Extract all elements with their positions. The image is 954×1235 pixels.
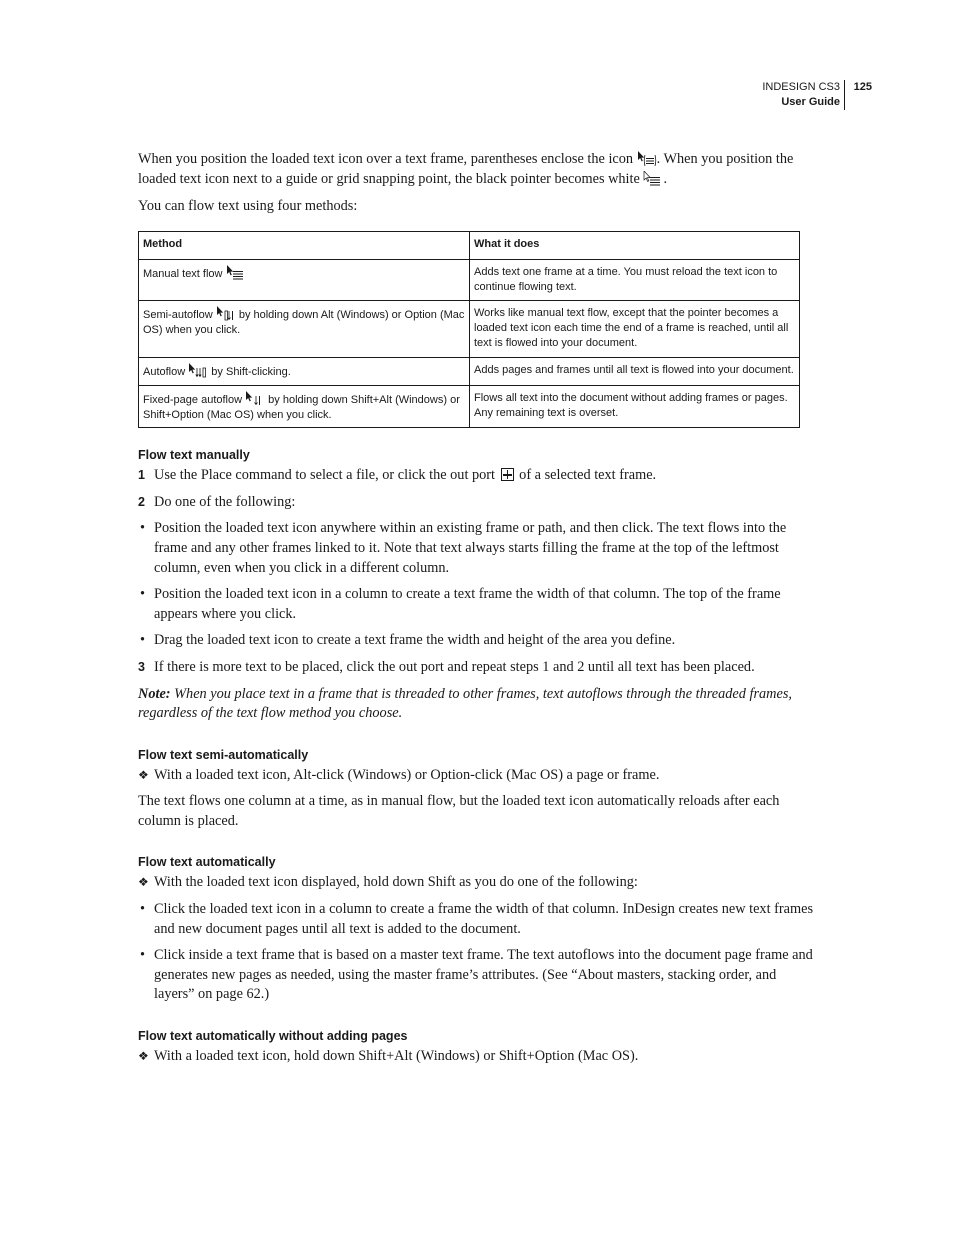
guide-name: User Guide [781,96,840,108]
method-label-rest: by holding down Shift+Alt (Windows) or Shift+Option (Mac OS) when you click. [143,393,460,421]
bullet-text: Position the loaded text icon in a column to create a text frame the width of that column. The top of the frame appears where you click. [154,586,781,622]
action-text: With a loaded text icon, Alt-click (Windows) or Option-click (Mac OS) a page or frame. [154,766,660,783]
text-flow-methods-table [138,231,800,428]
list-item [138,519,818,578]
table-row [139,301,800,358]
method-label-rest: by holding down Alt (Windows) or Option (Mac OS) when you click. [143,309,465,336]
intro-text-3: . [663,170,668,187]
column-header-method: Method [139,231,470,260]
step-number: 3 [138,659,145,674]
description-cell: Flows all text into the document without adding frames or pages. Any remaining text is overset. [470,385,800,427]
page-number: 125 [853,81,872,93]
step-text: Use the Place command to select a file, or click the out port [154,467,499,484]
bullet-glyph: • [140,520,146,537]
method-label: Manual text flow [143,268,226,281]
table-row [139,385,800,427]
loaded-text-parentheses-icon [637,151,657,166]
step-text: Do one of the following: [154,493,296,510]
method-cell [139,385,470,427]
list-item [138,585,818,624]
step-number: 2 [138,494,145,509]
step-3 [138,658,818,678]
table-row [139,260,800,301]
step-number: 1 [138,468,145,483]
diamond-bullet-icon: ❖ [138,1049,149,1064]
method-label: Fixed-page autoflow [143,393,246,406]
action-text: With a loaded text icon, hold down Shift+Alt (Windows) or Shift+Option (Mac OS). [154,1048,639,1065]
section-heading-fixed: Flow text automatically without adding pages [138,1029,408,1044]
action-item [138,766,818,786]
list-item [138,946,818,1005]
section-heading-auto: Flow text automatically [138,855,276,870]
product-name: INDESIGN CS3 [762,81,840,93]
diamond-bullet-icon: ❖ [138,875,149,890]
description-cell: Adds text one frame at a time. You must reload the text icon to continue flowing text. [470,260,800,301]
intro-paragraph [138,150,818,189]
column-header-what-it-does: What it does [470,231,800,260]
action-item [138,1047,818,1067]
action-text: With the loaded text icon displayed, hold down Shift as you do one of the following: [154,874,638,891]
section-heading-semi: Flow text semi-automatically [138,747,309,762]
diamond-bullet-icon: ❖ [138,767,149,782]
methods-intro: You can flow text using four methods: [138,198,358,215]
table-header-row [139,231,800,260]
method-label: Autoflow [143,366,189,379]
step-text: If there is more text to be placed, click the out port and repeat steps 1 and 2 until all text has been placed. [154,658,755,675]
method-label: Semi-autoflow [143,309,216,322]
table-row [139,358,800,386]
manual-flow-icon [226,265,246,280]
list-item [138,631,818,651]
method-cell [139,260,470,301]
intro-text-2: . When you position the loaded text icon next to a guide or grid snapping point, the black pointer becomes white [138,151,794,187]
loaded-text-white-icon [643,171,663,186]
bullet-glyph: • [140,632,146,649]
action-item [138,873,818,893]
method-label-rest: by Shift-clicking. [208,366,291,379]
intro-text-1: When you position the loaded text icon over a text frame, parentheses enclose the icon [138,151,637,167]
bullet-glyph: • [140,586,146,603]
out-port-icon [501,468,514,481]
semi-autoflow-icon [216,306,236,321]
bullet-text: Position the loaded text icon anywhere within an existing frame or path, and then click. The text flows into the frame and any other frames linked to it. Note that text always starts filling the frame at the top of the leftmost column, even when you click in a different column. [154,520,787,576]
step-1 [138,466,818,486]
header-rule [844,80,845,110]
description-cell: Adds pages and frames until all text is flowed into your document. [470,358,800,386]
method-cell [139,301,470,358]
bullet-text: Click the loaded text icon in a column to create a frame the width of that column. InDesign creates new text frames and new document pages until all text is added to the document. [154,901,814,937]
list-item [138,900,818,939]
method-cell [139,358,470,386]
bullet-glyph: • [140,901,146,918]
description-cell: Works like manual text flow, except that the pointer becomes a loaded text icon each time the end of a frame is reached, until all text is flowed into your document. [470,301,800,358]
step-2 [138,493,818,513]
note-label: Note: [138,685,171,702]
autoflow-icon [188,363,208,378]
section-heading-manual: Flow text manually [138,448,250,463]
bullet-text: Click inside a text frame that is based on a master text frame. The text autoflows into the document page frame and generates new pages as needed, using the master frame’s attributes. (See “About masters, stacking order, and layers” on page 62.) [154,947,813,1003]
bullet-glyph: • [140,947,146,964]
page-body [138,150,818,1074]
semi-paragraph: The text flows one column at a time, as in manual flow, but the loaded text icon automatically reloads after each column is placed. [138,793,780,829]
note-text: When you place text in a frame that is threaded to other frames, text autoflows through the threaded frames, regardless of the text flow method you choose. [138,685,792,722]
fixed-page-autoflow-icon [245,391,265,406]
bullet-text: Drag the loaded text icon to create a text frame the width and height of the area you define. [154,632,676,649]
step-text-rest: of a selected text frame. [515,467,657,484]
note [138,685,818,724]
